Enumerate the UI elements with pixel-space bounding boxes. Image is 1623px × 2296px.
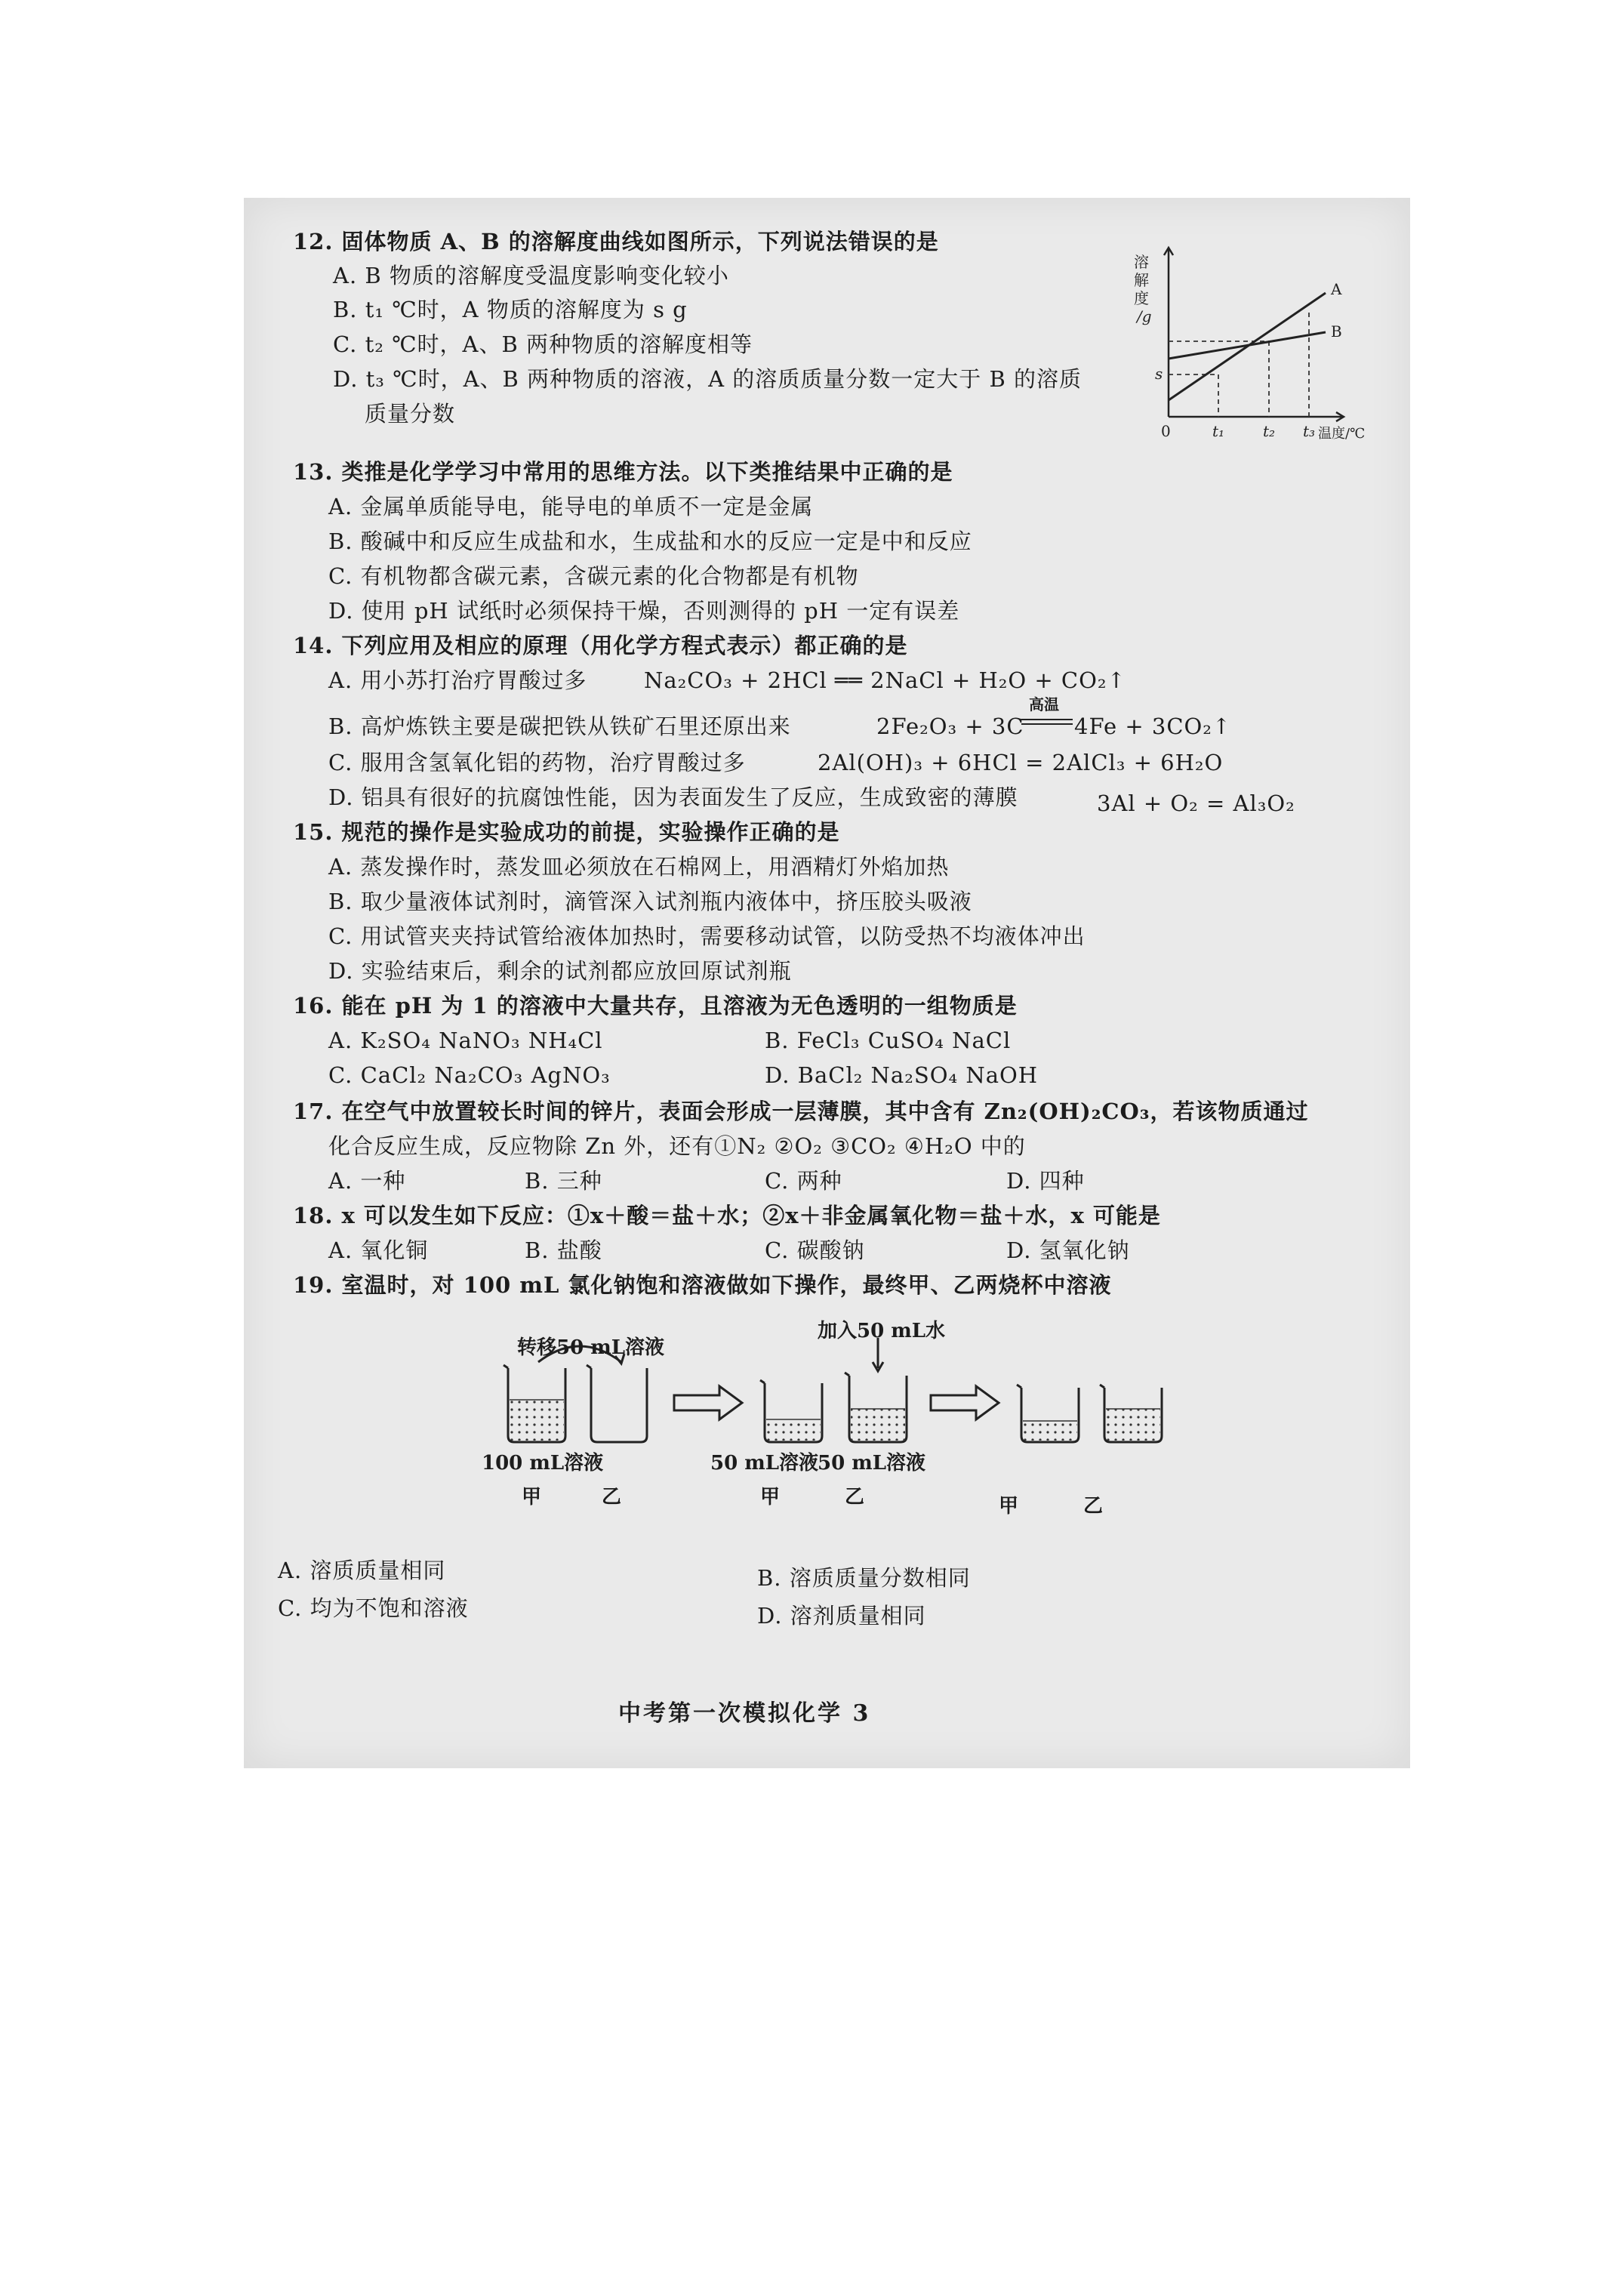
q19-stem: 19. 室温时，对 100 mL 氯化钠饱和溶液做如下操作，最终甲、乙两烧杯中溶液 — [293, 1272, 1112, 1298]
q13-option-b: B. 酸碱中和反应生成盐和水，生成盐和水的反应一定是中和反应 — [328, 529, 972, 554]
q15-option-a: A. 蒸发操作时，蒸发皿必须放在石棉网上，用酒精灯外焰加热 — [328, 854, 950, 880]
q16-option-d: D. BaCl₂ Na₂SO₄ NaOH — [765, 1062, 1039, 1088]
q14-option-b: B. 高炉炼铁主要是碳把铁从铁矿石里还原出来 — [328, 713, 791, 739]
q18-option-c: C. 碳酸钠 — [765, 1237, 865, 1263]
solubility-chart — [1116, 234, 1372, 453]
chart-tick-t3: t₃ — [1303, 422, 1316, 440]
q14-equation-b-right: 4Fe + 3CO₂↑ — [1074, 713, 1232, 739]
q14-stem: 14. 下列应用及相应的原理（用化学方程式表示）都正确的是 — [293, 633, 908, 658]
chart-xlabel: 温度/℃ — [1318, 426, 1366, 442]
chart-ylabel-2: 解 — [1134, 271, 1149, 289]
q19-option-b: B. 溶质质量分数相同 — [757, 1565, 971, 1591]
chart-tick-t2: t₂ — [1263, 422, 1276, 440]
exam-page — [244, 198, 1410, 1768]
chart-series-b: B — [1331, 322, 1342, 341]
q16-option-a: A. K₂SO₄ NaNO₃ NH₄Cl — [328, 1028, 603, 1053]
q12-option-d: D. t₃ ℃时，A、B 两种物质的溶液，A 的溶质质量分数一定大于 B 的溶质 — [333, 366, 1082, 392]
q14-equation-a: Na₂CO₃ + 2HCl ══ 2NaCl + H₂O + CO₂↑ — [644, 667, 1126, 693]
q19-option-a: A. 溶质质量相同 — [278, 1558, 446, 1583]
q13-option-a: A. 金属单质能导电，能导电的单质不一定是金属 — [328, 494, 814, 519]
q19-vol50a-label: 50 mL溶液 — [710, 1452, 819, 1475]
q15-stem: 15. 规范的操作是实验成功的前提，实验操作正确的是 — [293, 819, 840, 845]
q19-beaker-jia-1: 甲 — [522, 1486, 542, 1509]
q19-beaker-yi-1: 乙 — [602, 1486, 622, 1509]
q19-transfer-label: 转移50 mL溶液 — [517, 1336, 665, 1359]
q14-option-c: C. 服用含氢氧化铝的药物，治疗胃酸过多 — [328, 750, 746, 775]
q16-option-b: B. FeCl₃ CuSO₄ NaCl — [765, 1028, 1012, 1053]
q12-option-a: A. B 物质的溶解度受温度影响变化较小 — [333, 263, 729, 288]
q17-stem-line2: 化合反应生成，反应物除 Zn 外，还有①N₂ ②O₂ ③CO₂ ④H₂O 中的 — [328, 1133, 1026, 1159]
q13-option-c: C. 有机物都含碳元素，含碳元素的化合物都是有机物 — [328, 563, 859, 589]
chart-ylabel-3: 度 — [1134, 289, 1149, 307]
q17-stem-line1: 17. 在空气中放置较长时间的锌片，表面会形成一层薄膜，其中含有 Zn₂(OH)₂CO₃，若该物质通过 — [293, 1099, 1309, 1124]
page-footer: 中考第一次模拟化学 3 — [618, 1700, 871, 1727]
q12-stem: 12. 固体物质 A、B 的溶解度曲线如图所示，下列说法错误的是 — [293, 229, 939, 254]
q19-vol100-label: 100 mL溶液 — [482, 1452, 604, 1475]
q18-option-a: A. 氧化铜 — [328, 1237, 429, 1263]
q19-beaker-jia-2: 甲 — [760, 1486, 781, 1509]
q15-option-d: D. 实验结束后，剩余的试剂都应放回原试剂瓶 — [328, 958, 792, 984]
q15-option-c: C. 用试管夹夹持试管给液体加热时，需要移动试管，以防受热不均液体冲出 — [328, 923, 1086, 949]
q14-equals-line-top — [1021, 719, 1073, 720]
q17-option-d: D. 四种 — [1006, 1168, 1085, 1194]
q14-option-a: A. 用小苏打治疗胃酸过多 — [328, 667, 587, 693]
chart-s-label: s — [1155, 365, 1163, 383]
q14-equation-b-left: 2Fe₂O₃ + 3C — [876, 713, 1024, 739]
q14-equation-c: 2Al(OH)₃ + 6HCl = 2AlCl₃ + 6H₂O — [818, 750, 1224, 775]
q14-option-d: D. 铝具有很好的抗腐蚀性能，因为表面发生了反应，生成致密的薄膜 — [328, 784, 1018, 810]
chart-origin: 0 — [1161, 422, 1171, 440]
q18-stem: 18. x 可以发生如下反应：①x＋酸＝盐＋水；②x＋非金属氧化物＝盐＋水，x 可能是 — [293, 1203, 1161, 1228]
q16-stem: 16. 能在 pH 为 1 的溶液中大量共存，且溶液为无色透明的一组物质是 — [293, 993, 1018, 1019]
q15-option-b: B. 取少量液体试剂时，滴管深入试剂瓶内液体中，挤压胶头吸液 — [328, 889, 972, 914]
chart-series-a: A — [1331, 280, 1342, 298]
chart-ylabel-1: 溶 — [1134, 253, 1149, 271]
q14-reaction-condition: 高温 — [1029, 695, 1059, 713]
q17-option-a: A. 一种 — [328, 1168, 406, 1194]
q19-option-c: C. 均为不饱和溶液 — [278, 1595, 469, 1621]
q19-option-d: D. 溶剂质量相同 — [757, 1603, 926, 1629]
q13-stem: 13. 类推是化学学习中常用的思维方法。以下类推结果中正确的是 — [293, 459, 953, 485]
q18-option-b: B. 盐酸 — [525, 1237, 602, 1263]
q19-beaker-yi-2: 乙 — [845, 1486, 865, 1509]
q19-vol50b-label: 50 mL溶液 — [818, 1452, 926, 1475]
chart-ylabel-4: /g — [1137, 307, 1152, 325]
q12-option-d-cont: 质量分数 — [365, 401, 456, 427]
q17-option-b: B. 三种 — [525, 1168, 602, 1194]
q17-option-c: C. 两种 — [765, 1168, 842, 1194]
q19-add-water-label: 加入50 mL水 — [818, 1320, 946, 1342]
q13-option-d: D. 使用 pH 试纸时必须保持干燥，否则测得的 pH 一定有误差 — [328, 598, 960, 624]
q19-beaker-jia-3: 甲 — [999, 1495, 1019, 1518]
chart-tick-t1: t₁ — [1212, 422, 1225, 440]
q14-equation-d: 3Al + O₂ = Al₃O₂ — [1097, 791, 1295, 816]
q12-option-b: B. t₁ ℃时，A 物质的溶解度为 s g — [333, 297, 688, 322]
q19-beaker-yi-3: 乙 — [1083, 1495, 1104, 1518]
q12-option-c: C. t₂ ℃时，A、B 两种物质的溶解度相等 — [333, 331, 753, 357]
q14-equals-line-bottom — [1021, 723, 1073, 725]
curve-b — [1169, 332, 1326, 359]
q18-option-d: D. 氢氧化钠 — [1006, 1237, 1130, 1263]
q16-option-c: C. CaCl₂ Na₂CO₃ AgNO₃ — [328, 1062, 611, 1088]
